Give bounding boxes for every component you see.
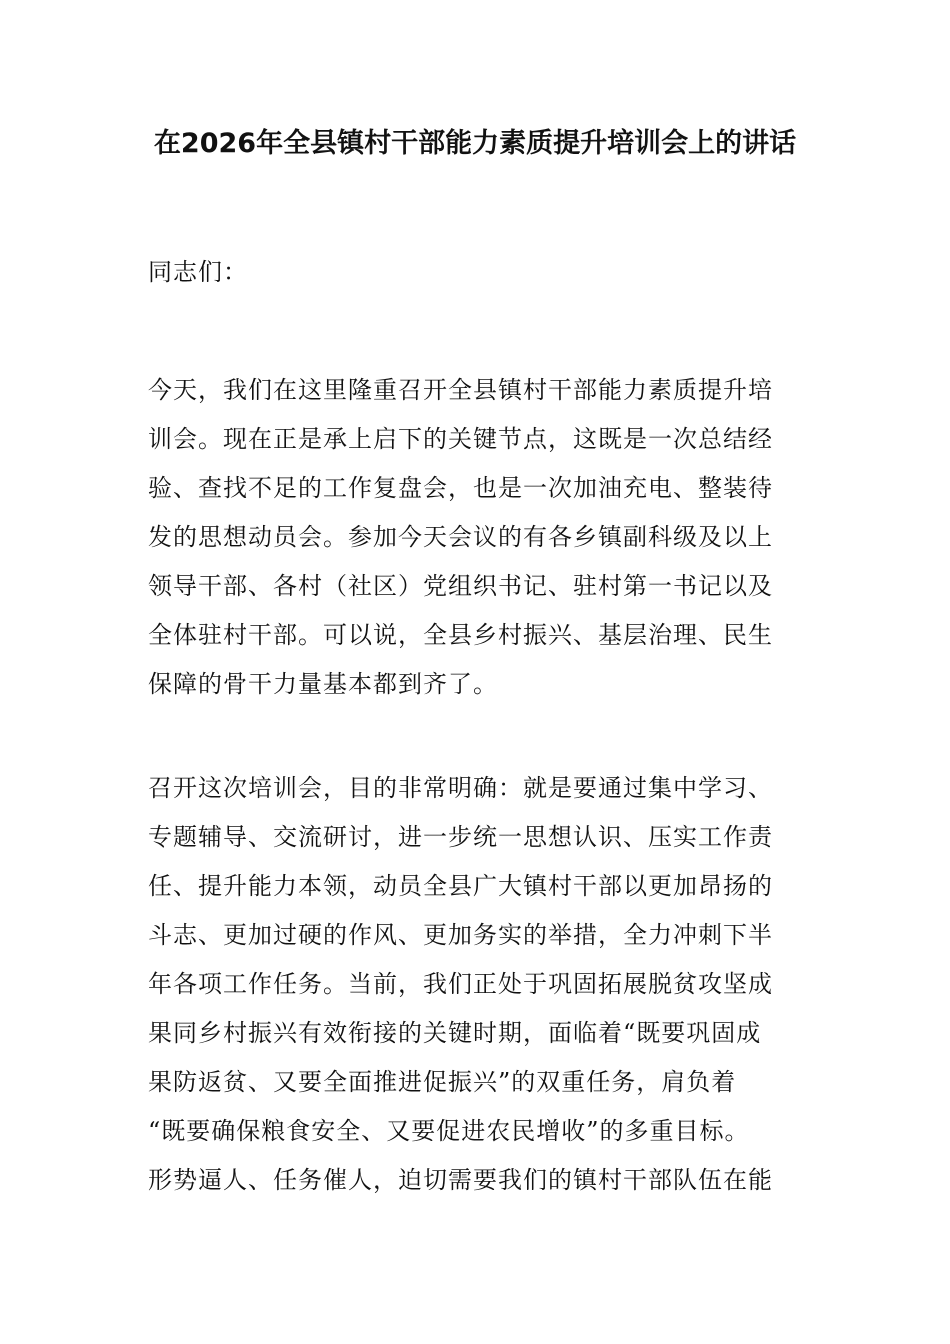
paragraph-line: 形势逼人、任务催人，迫切需要我们的镇村干部队伍在能 bbox=[148, 1166, 773, 1194]
paragraph-line: 领导干部、各村（社区）党组织书记、驻村第一书记以及 bbox=[148, 572, 773, 600]
paragraph-line: 验、查找不足的工作复盘会，也是一次加油充电、整装待 bbox=[148, 474, 773, 502]
paragraph-line: 发的思想动员会。参加今天会议的有各乡镇副科级及以上 bbox=[148, 523, 773, 551]
document-title: 在2026年全县镇村干部能力素质提升培训会上的讲话 bbox=[153, 128, 797, 159]
paragraph-line: 今天，我们在这里隆重召开全县镇村干部能力素质提升培 bbox=[148, 376, 773, 404]
paragraph bbox=[148, 764, 808, 1205]
paragraph bbox=[148, 366, 808, 709]
paragraph-line: 斗志、更加过硬的作风、更加务实的举措，全力冲刺下半 bbox=[148, 921, 773, 949]
paragraph-line: 训会。现在正是承上启下的关键节点，这既是一次总结经 bbox=[148, 425, 773, 453]
paragraph-line: 全体驻村干部。可以说，全县乡村振兴、基层治理、民生 bbox=[148, 621, 773, 649]
salutation: 同志们： bbox=[148, 258, 248, 286]
paragraph-line: 保障的骨干力量基本都到齐了。 bbox=[148, 670, 498, 698]
paragraph-line: 任、提升能力本领，动员全县广大镇村干部以更加昂扬的 bbox=[148, 872, 773, 900]
paragraph-line: 年各项工作任务。当前，我们正处于巩固拓展脱贫攻坚成 bbox=[148, 970, 773, 998]
paragraph-line: 果防返贫、又要全面推进促振兴”的双重任务，肩负着 bbox=[148, 1068, 737, 1096]
paragraph-line: “既要确保粮食安全、又要促进农民增收”的多重目标。 bbox=[148, 1117, 750, 1145]
paragraph-line: 专题辅导、交流研讨，进一步统一思想认识、压实工作责 bbox=[148, 823, 773, 851]
paragraph-line: 果同乡村振兴有效衔接的关键时期，面临着“既要巩固成 bbox=[148, 1019, 762, 1047]
paragraph-line: 召开这次培训会，目的非常明确：就是要通过集中学习、 bbox=[148, 774, 773, 802]
